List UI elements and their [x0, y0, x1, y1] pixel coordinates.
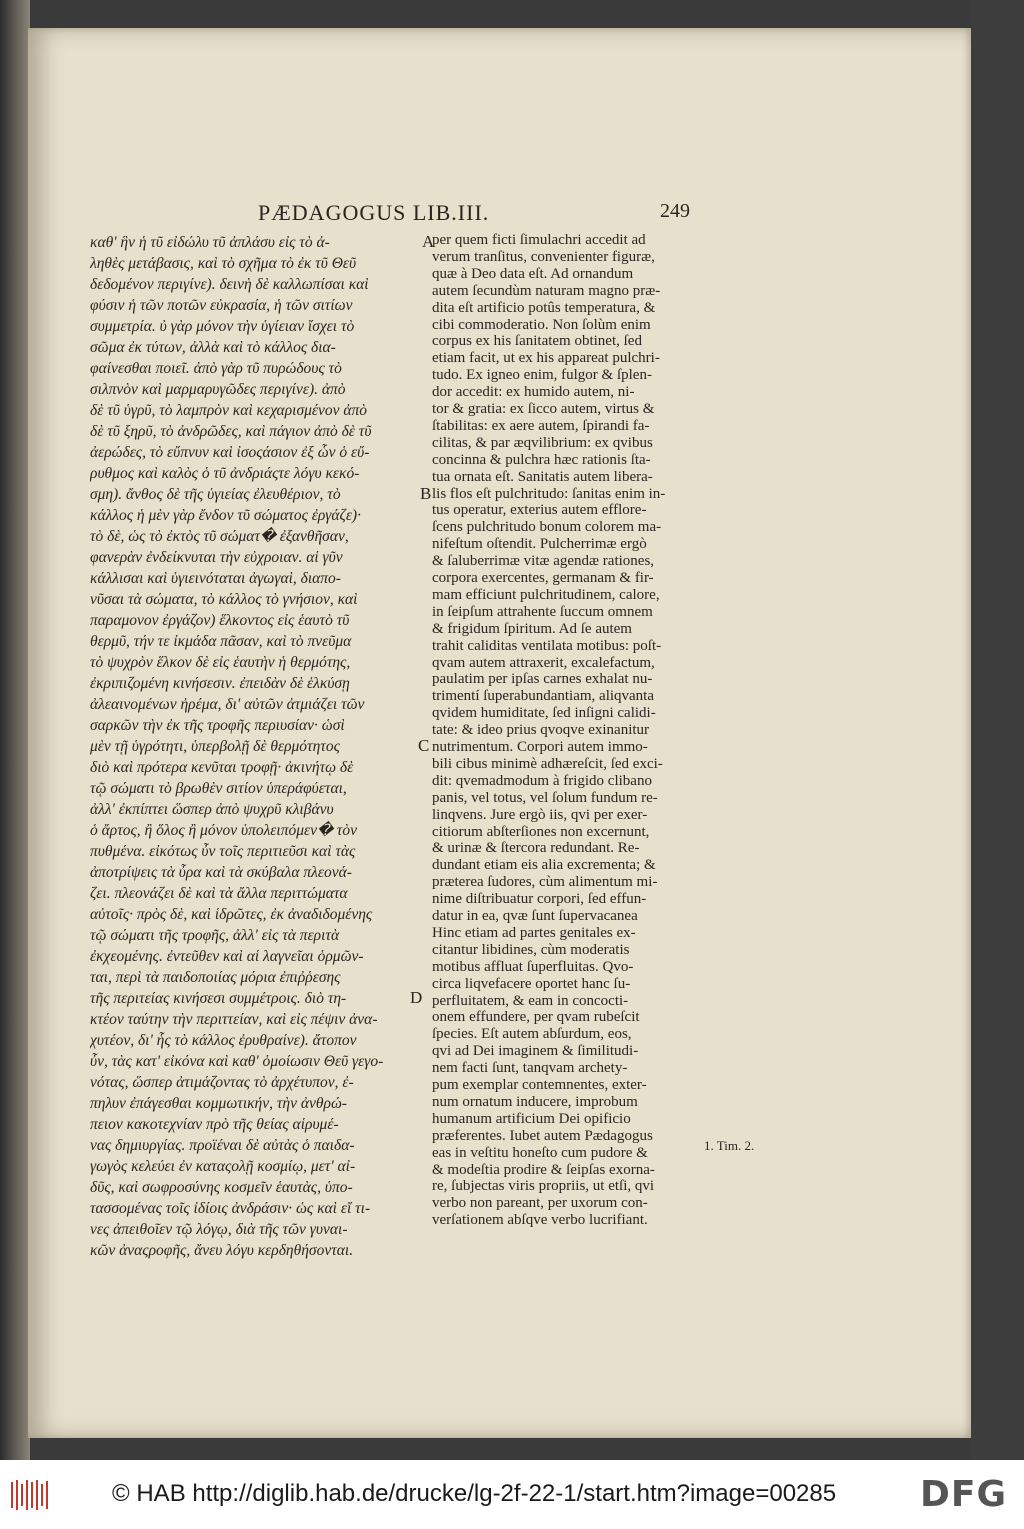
text-line: perfluitatem, & eam in concocti-	[432, 992, 629, 1009]
text-line: bili cibus minimè adhæreſcit, ſed exci-	[432, 755, 663, 772]
text-line: ἀλλ' ἐκπίπτει ὥσπερ ἀπὸ ψυχρῦ κλιβάνυ	[90, 801, 334, 818]
text-line: nifeſtum oſtendit. Pulcherrimæ ergò	[432, 536, 647, 553]
scan-background	[971, 0, 1024, 1460]
text-line: πυθμένα. εἰκότως ὖν τοῖς περιτιεῦσι καὶ τὰς	[90, 843, 356, 860]
text-line: in ſeipſum attrahente ſuccum omnem	[432, 603, 653, 620]
text-line: συμμετρία. ὐ γὰρ μόνον τὴν ὑγίειαν ἴσχει τὸ	[90, 318, 355, 335]
text-line: νότας, ὥσπερ ἀτιμάζοντας τὸ ἀρχέτυπον, ἐ-	[90, 1074, 354, 1091]
text-line: δὲ τῦ ὑγρῦ, τὸ λαμπρὸν καὶ κεχαρισμένον ἀπὸ	[90, 402, 368, 419]
text-line: τῷ σώματι τῆς τροφῆς, ἀλλ' εἰς τὰ περιτὰ	[90, 927, 340, 944]
text-line: ἐκχεομένης. ἐντεῦθεν καὶ αἱ λαγνεῖαι ὁρμῶν-	[90, 948, 364, 965]
text-line: κάλλος ἡ μὲν γὰρ ἔνδον τῦ σώματος ἐργάζε)·	[90, 507, 361, 524]
text-line: παραμονον ἐργάζον) ἕλκοντος εἰς ἑαυτὸ τῦ	[90, 612, 350, 629]
text-line: citantur libidines, cùm moderatis	[432, 941, 630, 958]
text-line: ληθὲς μετάβασις, καὶ τὸ σχῆμα τὸ ἐκ τῦ Θεῦ	[90, 255, 357, 272]
text-line: etiam facit, ut ex his appareat pulchri-	[432, 350, 660, 367]
page-number: 249	[660, 200, 690, 222]
text-line: ὖν, τὰς κατ' εἰκόνα καὶ καθ' ὁμοίωσιν Θεῦ γεγο-	[90, 1053, 384, 1070]
text-line: onem effundere, per qvam rubeſcit	[432, 1009, 640, 1026]
text-line: ἀποτρίψεις τὰ ὖρα καὶ τὰ σκύβαλα πλεονά-	[90, 864, 352, 881]
page-header	[28, 200, 971, 230]
text-line: nime diſtribuatur corpori, ſed effun-	[432, 891, 647, 908]
text-line: panis, vel totus, vel ſolum fundum re-	[432, 789, 658, 806]
text-line: ἀλεαινομένων ἠρέμα, δι' αὐτῶν ἀτμιάζει τῶν	[90, 696, 365, 713]
text-line: cibi commoderatio. Non ſolùm enim	[432, 316, 651, 333]
text-line: paulatim per ipſas carnes exhalat nu-	[432, 671, 653, 688]
text-line: νες ἀπειθοῖεν τῷ λόγῳ, διὰ τῆς τῶν γυναι-	[90, 1221, 348, 1238]
text-line: trimentí ſuperabundantiam, aliqvanta	[432, 688, 655, 705]
text-line: ſtabilitas: ex aere autem, ſpirandi fa-	[432, 417, 650, 434]
text-line: ſpecies. Eſt autem abſurdum, eos,	[432, 1026, 632, 1043]
dfg-logo: DFG	[920, 1474, 1008, 1515]
running-title: PÆDAGOGUS LIB.III.	[258, 200, 490, 225]
text-line: χυτέον, δι' ἧς τὸ κάλλος ἐρυθραίνε). ἄτοπον	[90, 1032, 357, 1049]
text-line: & modeſtia prodire & ſeipſas exorna-	[432, 1161, 655, 1178]
text-line: eas in veſtitu honeſto cum pudore &	[432, 1144, 648, 1161]
text-line: σαρκῶν τὴν ἐκ τῆς τροφῆς περιυσίαν· ὡσὶ	[90, 717, 345, 734]
text-line: dundant etiam eis alia excrementa; &	[432, 857, 656, 874]
text-line: verbo non pareant, per uxorum con-	[432, 1195, 648, 1212]
text-line: φύσιν ἡ τῶν ποτῶν εὐκρασία, ἡ τῶν σιτίων	[90, 297, 353, 314]
text-line: per quem ficti ſimulachri accedit ad	[432, 232, 646, 248]
text-line: ρυθμος καὶ καλὸς ὁ τῦ ἀνδριάςτε λόγυ κεκό-	[90, 465, 360, 482]
text-line: ται, περὶ τὰ παιδοποιίας μόρια ἐπιῤῥεσης	[90, 969, 341, 986]
text-line: & ſaluberrimæ vitæ agendæ rationes,	[432, 553, 655, 570]
text-line: ὁ ἄρτος, ἢ ὅλος ἢ μόνον ὑπολειπόμεν� τὸν	[90, 822, 357, 839]
text-line: re, ſubjectas viris propriis, ut etſi, qvi	[432, 1178, 655, 1195]
text-line: corpus ex his ſanitatem obtinet, ſed	[432, 333, 642, 350]
text-line: τὸ δὲ, ὡς τὸ ἐκτὸς τῦ σώματ� ἐξανθῆσαν,	[90, 528, 349, 545]
text-line: τασσομένας τοῖς ἰδίοις ἀνδράσιν· ὡς καὶ εἴ τι-	[90, 1200, 371, 1217]
text-line: præferentes. Iubet autem Pædagogus	[432, 1127, 653, 1144]
text-line: humanum artificium Dei opificio	[432, 1110, 631, 1127]
text-line: citiorum abſterſiones non excernunt,	[432, 823, 650, 840]
text-line: κτέον ταύτην τὴν περιττείαν, καὶ εἰς πέψιν ἀνα-	[90, 1011, 378, 1028]
text-line: cilitas, & par æqvilibrium: ex qvibus	[432, 434, 653, 451]
text-line: ſcens pulchritudo bonum colorem ma-	[432, 519, 662, 536]
text-line: διὸ καὶ πρότερα κενῦται τροφῇ· ἀκινήτῳ δὲ	[90, 759, 354, 776]
text-line: δεδομένον περιγίνε). δεινὴ δὲ καλλωπίσαι καὶ	[90, 276, 369, 293]
text-line: num ornatum inducere, improbum	[432, 1093, 638, 1110]
text-line: tus operatur, exterius autem efflore-	[432, 502, 647, 519]
text-line: nem facti ſunt, tanqvam archety-	[432, 1060, 628, 1077]
text-line: ἐκριπιζομένη κινήσεσιν. ἐπειδὰν δὲ ἑλκύσῃ	[90, 675, 350, 692]
text-line: τῷ σώματι τὸ βρωθὲν σιτίον ὑπεράφύεται,	[90, 780, 347, 797]
text-line: κάλλισαι καὶ ὑγιεινόταται ἀγωγαὶ, διαπο-	[90, 570, 341, 587]
text-line: qvam autem attraxerit, excalefactum,	[432, 654, 655, 671]
text-line: & frigidum ſpiritum. Ad ſe autem	[432, 620, 632, 637]
facing-page-edge	[0, 0, 30, 1460]
footer-bar	[0, 1460, 1024, 1529]
text-line: corpora exercentes, germanam & fir-	[432, 570, 654, 586]
text-line: tor & gratia: ex ſicco autem, virtus &	[432, 401, 655, 417]
text-line: qvi ad Dei imaginem & ſimilitudi-	[432, 1043, 639, 1060]
section-marker-a: A	[422, 232, 435, 251]
section-marker-b: B	[420, 484, 432, 503]
text-line: linqvens. Jure ergò iis, qvi per exer-	[432, 806, 648, 823]
text-line: verſationem abſqve verbo lucrifiant.	[432, 1212, 648, 1229]
text-line: σῶμα ἐκ τύτων, ἀλλὰ καὶ τὸ κάλλος δια-	[90, 339, 336, 356]
text-line: Hinc etiam ad partes genitales ex-	[432, 924, 636, 941]
text-line: dita eſt artificio potûs temperatura, &	[432, 299, 656, 316]
text-line: lis flos eſt pulchritudo: ſanitas enim in-	[432, 485, 666, 502]
text-line: circa liqvefacere oportet hanc ſu-	[432, 975, 631, 992]
section-marker-c: C	[418, 736, 430, 755]
text-line: γωγὸς κελεύει ἐν καταςολῇ κοσμίῳ, μετ' αἰ-	[90, 1158, 356, 1175]
text-line: νας δημιυργίας. προϊέναι δὲ αὐτὰς ὁ παιδα-	[90, 1137, 355, 1154]
text-line: nutrimentum. Corpori autem immo-	[432, 739, 648, 755]
book-page	[28, 28, 971, 1438]
text-line: præterea ſudores, cùm alimentum mi-	[432, 874, 658, 891]
text-line: σιλπνὸν καὶ μαρμαρυγῶδες περιγίνε). ἀπὸ	[90, 381, 346, 398]
margin-note: 1. Tim. 2.	[704, 1138, 755, 1153]
text-line: autem ſecundùm naturam magno præ-	[432, 282, 661, 299]
copyright-url[interactable]: © HAB http://diglib.hab.de/drucke/lg-2f-22-1/start.htm?image=00285	[112, 1480, 837, 1507]
text-line: concinna & pulchra hæc rationis ſta-	[432, 451, 651, 468]
text-line: φανερὰν ἐνδείκνυται τὴν εὐχροιαν. αἱ γῦν	[90, 549, 343, 566]
text-line: ζει. πλεονάζει δὲ καὶ τὰ ἄλλα περιττώματα	[90, 885, 348, 902]
text-line: tate: & ideo prius qvoqve exinanitur	[432, 722, 650, 739]
text-line: tua ornata eſt. Sanitatis autem libera-	[432, 468, 653, 485]
text-line: σμη). ἄνθος δὲ τῆς ὑγιείας ἐλευθέριον, τὸ	[90, 486, 341, 503]
text-line: datur in ea, qvæ ſunt ſupervacanea	[432, 908, 638, 924]
text-line: dit: qvemadmodum à frigido clibano	[432, 772, 652, 789]
text-line: κῶν ἀναςροφῆς, ἄνευ λόγυ κερδηθήσονται.	[90, 1242, 354, 1259]
text-line: τὸ ψυχρὸν ἕλκον δὲ εἰς ἑαυτὴν ἡ θερμότης,	[90, 654, 351, 671]
text-line: pum exemplar contemnentes, exter-	[432, 1077, 647, 1093]
text-line: ἀερώδες, τὸ εὔπνυν καὶ ἰσοςάσιον ἐξ ὧν ὁ εὔ-	[90, 444, 370, 461]
text-line: καθ' ἣν ἡ τῦ εἰδώλυ τῦ ἀπλάσυ εἰς τὸ ἀ-	[90, 234, 330, 251]
text-line: τῆς περιτείας κινήσεσι συμμέτροις. διὸ τη-	[90, 990, 347, 1007]
text-line: quæ à Deo data eſt. Ad ornandum	[432, 265, 634, 282]
text-line: πηλυν ἐπάγεσθαι κομμωτικήν, τὴν ἀνθρώ-	[90, 1095, 347, 1112]
text-line: θερμῦ, τήν τε ἰκμάδα πᾶσαν, καὶ τὸ πνεῦμα	[90, 633, 352, 650]
text-line: verum tranſitus, convenienter figuræ,	[432, 248, 655, 265]
text-line: motibus affluat ſuperfluitas. Qvo-	[432, 958, 634, 975]
text-line: δὲ τῦ ξηρῦ, τὸ ἀνδρῶδες, καὶ πάγιον ἀπὸ δὲ τῦ	[90, 423, 372, 440]
section-marker-d: D	[410, 988, 423, 1007]
text-line: dor accedit: ex humido autem, ni-	[432, 384, 635, 401]
text-line: trahit caliditas ventilata motibus: poſt-	[432, 637, 662, 654]
text-line: αὐτοῖς· πρὸς δὲ, καὶ ἱδρῶτες, ἐκ ἀναδιδομένης	[90, 906, 373, 923]
hab-logo-icon	[10, 1478, 50, 1512]
text-line: πειον κακοτεχνίαν πρὸ τῆς θείας αἱρυμέ-	[90, 1116, 339, 1133]
text-line: φαίνεσθαι ποιεῖ. ἀπὸ γὰρ τῦ πυρώδους τὸ	[90, 360, 342, 377]
text-line: & urinæ & ſtercora redundant. Re-	[432, 840, 640, 857]
text-line: mam efficiunt pulchritudinem, calore,	[432, 586, 660, 603]
text-line: qvidem humiditate, ſed inſigni calidi-	[432, 705, 656, 722]
text-line: δῦς, καὶ σωφροσύνης κοσμεῖν ἑαυτὰς, ὑπο-	[90, 1179, 353, 1196]
text-line: νῦσαι τὰ σώματα, τὸ κάλλος τὸ γνήσιον, καὶ	[90, 591, 358, 608]
text-line: μὲν τῇ ὑγρότητι, ὑπερβολῇ δὲ θερμότητος	[90, 738, 340, 755]
text-line: tudo. Ex igneo enim, fulgor & ſplen-	[432, 367, 652, 384]
